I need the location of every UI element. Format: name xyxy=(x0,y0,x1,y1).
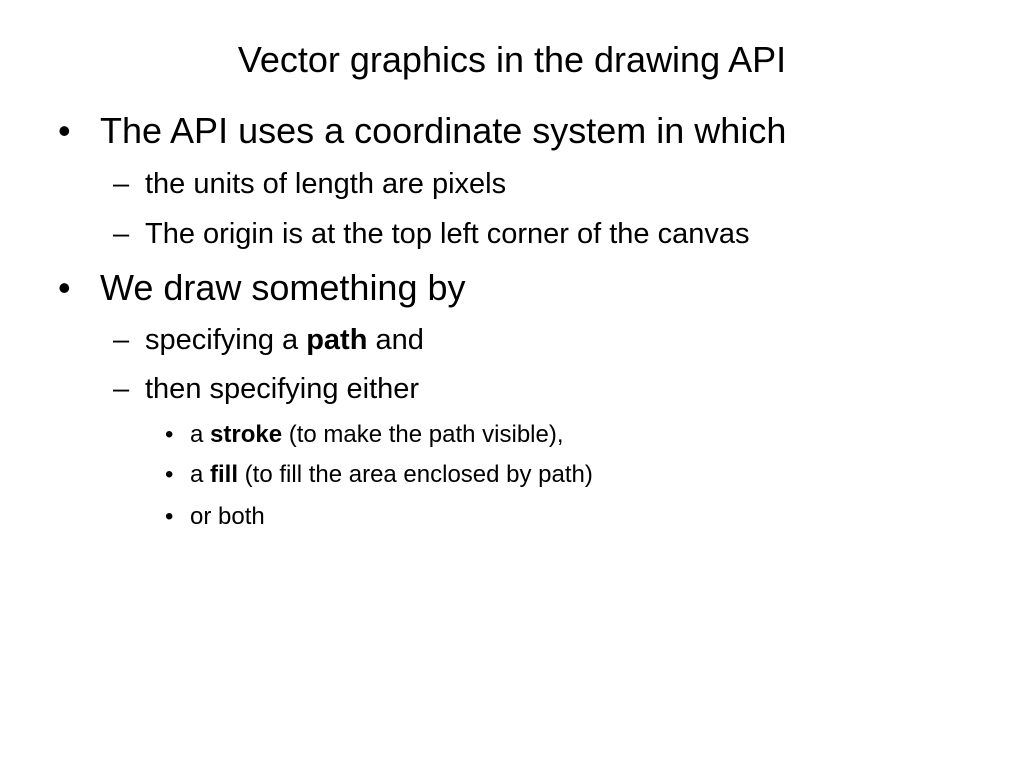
bullet-marker: • xyxy=(58,267,71,308)
small-bullet-marker: • xyxy=(165,461,174,488)
level3-text xyxy=(190,420,564,450)
dash-marker: – xyxy=(113,218,130,250)
bullet-text: The API uses a coordinate system in which xyxy=(100,110,787,151)
emphasis-fill: fill xyxy=(210,461,239,488)
text-run: and xyxy=(367,324,424,356)
dash-marker: – xyxy=(113,373,130,405)
dash-marker: – xyxy=(113,168,130,200)
sub-bullet-text: then specifying either xyxy=(145,373,420,405)
bullet-text: We draw something by xyxy=(100,267,466,308)
text-run: specifying a xyxy=(145,324,307,356)
text-run: a xyxy=(190,421,211,448)
slide-title: Vector graphics in the drawing API xyxy=(237,39,787,80)
sub-bullet-text: the units of length are pixels xyxy=(145,168,507,200)
small-bullet-marker: • xyxy=(165,421,174,448)
level3-text: or both xyxy=(190,503,265,530)
sub-bullet-text: The origin is at the top left corner of the canvas xyxy=(145,218,750,250)
dash-marker: – xyxy=(113,324,130,356)
text-run: (to fill the area enclosed by path) xyxy=(238,461,593,488)
bullet-marker: • xyxy=(58,110,71,151)
text-run: (to make the path visible), xyxy=(282,421,564,448)
small-bullet-marker: • xyxy=(165,503,174,530)
emphasis-stroke: stroke xyxy=(210,421,283,448)
text-run: a xyxy=(190,461,211,488)
level3-text xyxy=(190,460,593,490)
sub-bullet-text xyxy=(145,322,424,358)
emphasis-path: path xyxy=(306,324,368,356)
